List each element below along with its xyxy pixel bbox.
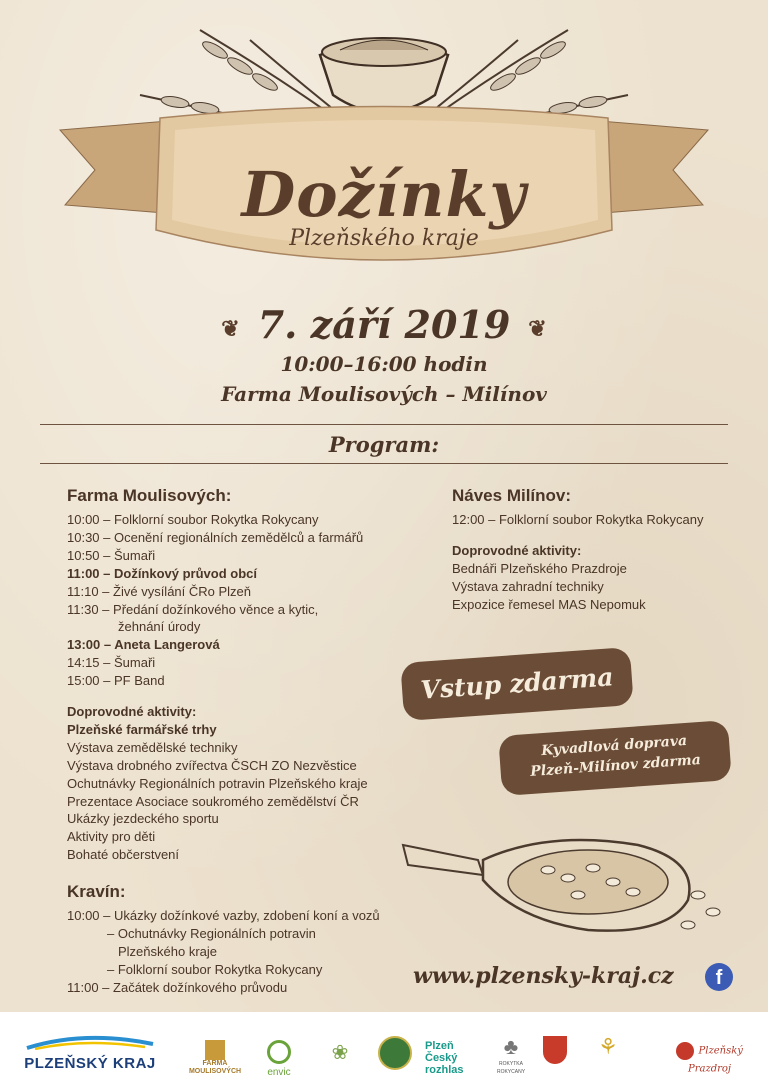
plzensky-kraj-logo	[15, 1034, 165, 1072]
farma-activities-list	[67, 703, 368, 864]
event-date-row	[0, 302, 768, 347]
shuttle-line-2: Plzeň-Milínov zdarma	[529, 752, 702, 780]
farma-program-list	[67, 511, 363, 690]
list-item: Ukázky jezdeckého sportu	[67, 811, 219, 827]
envic-logo	[254, 1040, 304, 1077]
logo-label: ROKYTKA ROKYCANY	[496, 1061, 526, 1075]
list-item: – Ochutnávky Regionálních potravin	[107, 925, 316, 941]
list-item: Expozice řemesel MAS Nepomuk	[452, 596, 646, 612]
program-heading: Program:	[328, 432, 440, 457]
prazdroj-logo	[662, 1042, 757, 1078]
list-item: 14:15 – Šumaři	[67, 655, 156, 671]
farma-icon	[205, 1040, 225, 1060]
ornament-right-icon: ❦	[528, 315, 547, 342]
round-logo	[378, 1036, 412, 1070]
logo-label: Plzeň Český rozhlas	[425, 1040, 464, 1076]
rokytka-logo	[488, 1034, 534, 1076]
list-item: Bednáři Plzeňského Prazdroje	[452, 560, 627, 576]
list-item: 11:00 – Začátek dožínkového průvodu	[67, 979, 288, 995]
list-item: 10:50 – Šumaři	[67, 547, 156, 563]
activities-heading: Doprovodné aktivity:	[452, 543, 582, 558]
shield-icon	[543, 1036, 567, 1064]
prazdroj-seal-icon	[676, 1042, 694, 1060]
list-item: Plzeňského kraje	[118, 943, 217, 959]
section-kravin-title: Kravín:	[67, 882, 126, 901]
divider-bottom	[40, 463, 728, 464]
logo-label: FARMA MOULISOVÝCH	[188, 1060, 242, 1075]
shuttle-line-1: Kyvadlová doprava	[540, 732, 688, 760]
section-naves-title: Náves Milínov:	[452, 486, 572, 505]
list-item: 11:10 – Živé vysílání ČRo Plzeň	[67, 583, 252, 599]
event-place: Farma Moulisových – Milínov	[221, 382, 547, 406]
list-item: 11:30 – Předání dožínkového věnce a kytic,	[67, 601, 319, 617]
list-item: Plzeňské farmářské trhy	[67, 721, 217, 737]
facebook-icon[interactable]: f	[705, 963, 733, 991]
website-link[interactable]: www.plzensky-kraj.cz	[413, 963, 674, 989]
activities-heading: Doprovodné aktivity:	[67, 704, 197, 719]
dancer-icon: ♣	[503, 1034, 519, 1059]
logo-label: PLZEŇSKÝ KRAJ	[24, 1055, 156, 1072]
event-date: 7. září 2019	[257, 302, 511, 347]
list-item: 12:00 – Folklorní soubor Rokytka Rokycany	[452, 512, 704, 527]
list-item: Výstava zahradní techniky	[452, 578, 604, 594]
round-badge-icon	[378, 1036, 412, 1070]
tree-icon: ❀	[331, 1042, 349, 1064]
logo-label: envic	[267, 1067, 291, 1078]
wheat-logo	[588, 1034, 628, 1060]
envic-icon	[267, 1040, 291, 1064]
ornament-left-icon: ❦	[221, 315, 240, 342]
event-subtitle: Plzeňského kraje	[289, 226, 479, 251]
coat-of-arms-logo	[540, 1036, 570, 1064]
list-item: Aktivity pro děti	[67, 829, 156, 845]
event-time: 10:00–16:00 hodin	[280, 352, 488, 376]
plzensky-kraj-swoosh-icon	[25, 1034, 155, 1050]
list-item: Prezentace Asociace soukromého zemědělství ČR	[67, 793, 359, 809]
naves-activities-list	[452, 542, 646, 614]
list-item: žehnání úrody	[118, 619, 201, 635]
tree-logo	[305, 1040, 375, 1065]
list-item: Ochutnávky Regionálních potravin Plzeňského kraje	[67, 775, 368, 791]
header-illustration	[0, 0, 768, 300]
list-item: 10:00 – Folklorní soubor Rokytka Rokycany	[67, 512, 319, 527]
naves-program-list	[452, 511, 703, 529]
farma-logo	[185, 1040, 245, 1076]
list-item: 13:00 – Aneta Langerová	[67, 637, 220, 653]
list-item: 11:00 – Dožínkový průvod obcí	[67, 565, 257, 581]
list-item: Bohaté občerstvení	[67, 847, 180, 863]
logo-label: Plzeňský Prazdroj	[687, 1045, 743, 1075]
event-title: Dožínky	[241, 158, 527, 231]
kravin-program-list	[67, 907, 380, 997]
divider-top	[40, 424, 728, 425]
list-item: Výstava drobného zvířectva ČSCH ZO Nezvěstice	[67, 757, 357, 773]
section-farma-title: Farma Moulisových:	[67, 486, 232, 505]
list-item: Výstava zemědělské techniky	[67, 739, 238, 755]
list-item: 15:00 – PF Band	[67, 673, 165, 689]
list-item: – Folklorní soubor Rokytka Rokycany	[107, 961, 323, 977]
wheat-icon: ⚘	[598, 1034, 618, 1059]
list-item: 10:30 – Ocenění regionálních zemědělců a farmářů	[67, 529, 364, 545]
cro-plzen-logo	[425, 1040, 485, 1076]
grain-scoop-illustration	[398, 820, 733, 950]
list-item: 10:00 – Ukázky dožínkové vazby, zdobení koní a vozů	[67, 908, 380, 923]
free-entry-badge: Vstup zdarma	[400, 647, 633, 721]
